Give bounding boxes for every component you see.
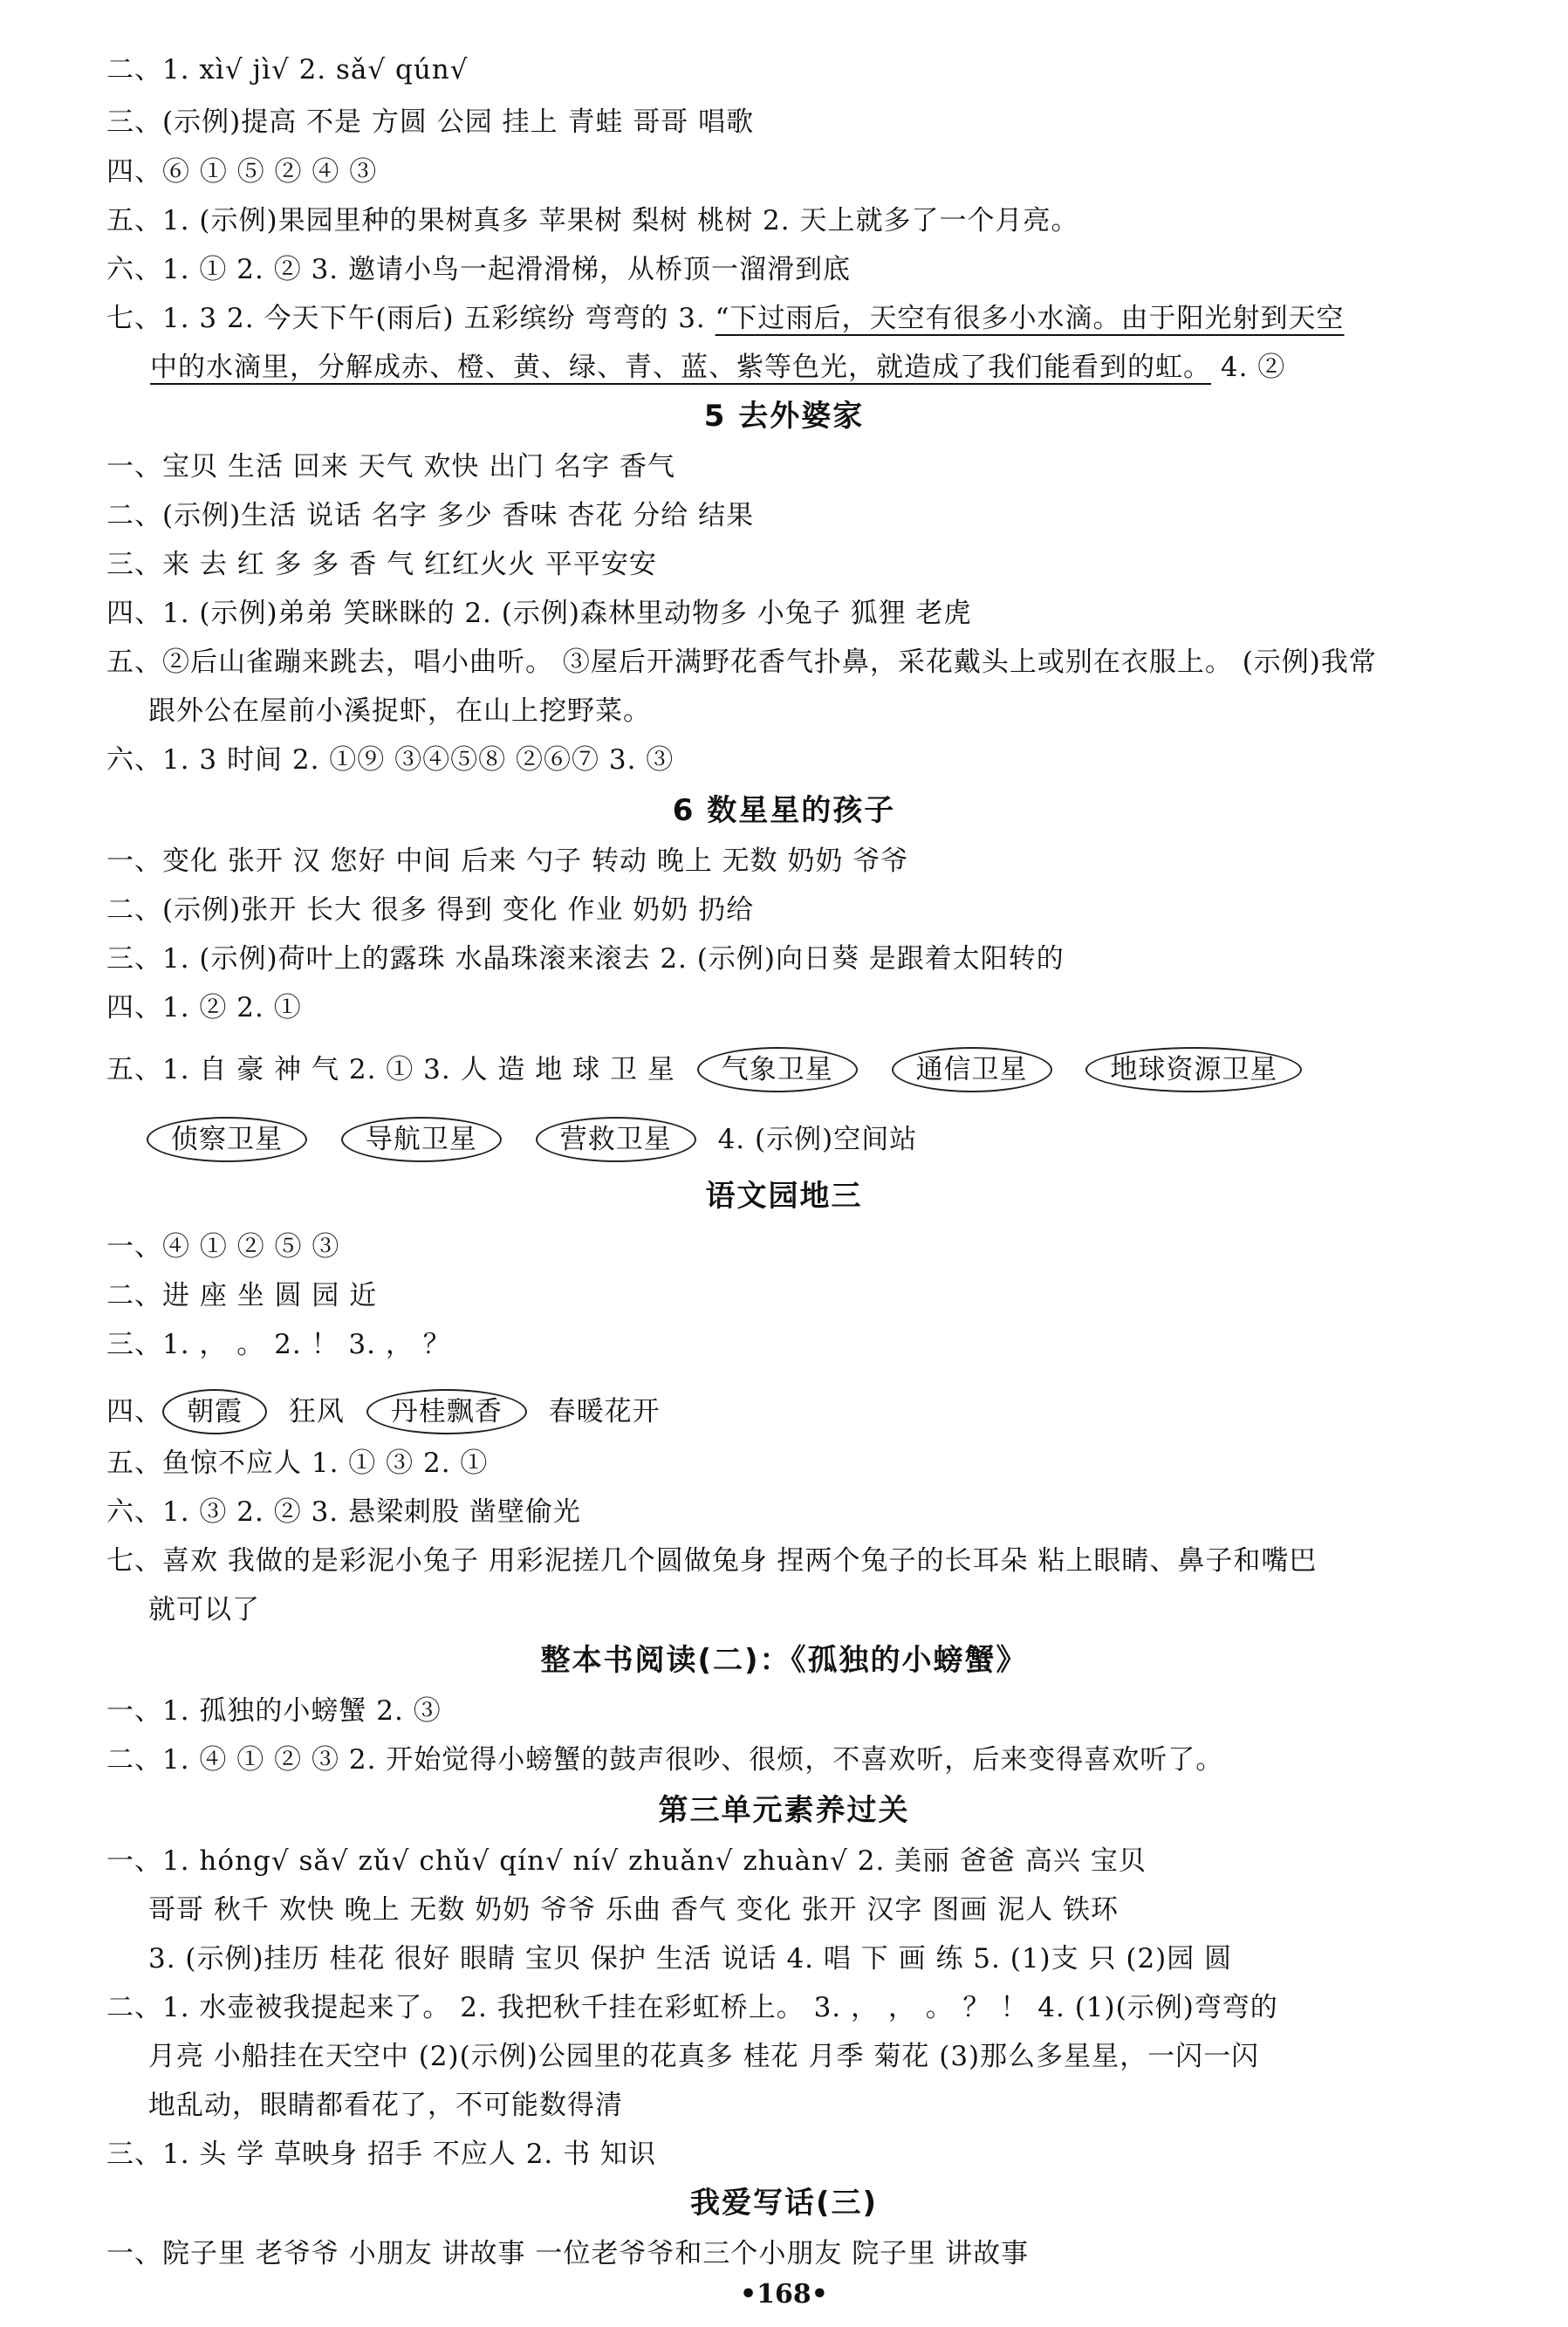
underlined-answer: “下过雨后，天空有很多小水滴。由于阳光射到天空 (715, 303, 1345, 334)
answer-text: 春暖花开 (548, 1396, 661, 1427)
answer-line: 一、变化 张开 汉 您好 中间 后来 勺子 转动 晚上 无数 奶奶 爷爷 (106, 845, 909, 877)
answer-line (106, 1389, 1520, 1434)
answer-line: 3. (示例)挂历 桂花 很好 眼睛 宝贝 保护 生活 说话 4. 唱 下 画 练 5. (1)支 只 (2)园 圆 (148, 1943, 1233, 1975)
answer-line (106, 297, 1520, 340)
answer-line: 三、(示例)提高 不是 方圆 公园 挂上 青蛙 哥哥 唱歌 (106, 106, 755, 138)
section-heading: 6 数星星的孩子 (672, 793, 896, 828)
answer-line: 二、1. 水壶被我提起来了。 2. 我把秋千挂在彩虹桥上。 3. ， ， 。 ？ ！ 4. (1)(示例)弯弯的 (106, 1992, 1278, 2023)
answer-line: 二、1. ④ ① ② ③ 2. 开始觉得小螃蟹的鼓声很吵、很烦，不喜欢听，后来变得喜欢听了。 (106, 1744, 1224, 1776)
answer-text: 4. ② (1211, 352, 1286, 383)
section-heading: 第三单元素养过关 (658, 1793, 910, 1828)
circled-answer: 朝霞 (162, 1389, 267, 1434)
circled-answer: 通信卫星 (892, 1047, 1052, 1092)
section-heading: 5 去外婆家 (703, 399, 865, 434)
answer-line: 一、宝贝 生活 回来 天气 欢快 出门 名字 香气 (106, 451, 675, 483)
answer-line: 四、1. (示例)弟弟 笑眯眯的 2. (示例)森林里动物多 小兔子 狐狸 老虎 (106, 598, 972, 629)
answer-line: 五、1. (示例)果园里种的果树真多 苹果树 梨树 桃树 2. 天上就多了一个月亮。 (106, 205, 1079, 236)
page-number: •168• (740, 2279, 828, 2310)
circled-answer: 地球资源卫星 (1085, 1047, 1302, 1092)
answer-line: 三、1. ， 。 2. ！ 3. ， ？ (106, 1329, 451, 1360)
circled-answer: 丹桂飘香 (366, 1389, 527, 1434)
answer-line: 六、1. ① 2. ② 3. 邀请小鸟一起滑滑梯，从桥顶一溜滑到底 (106, 254, 851, 285)
answer-line: 一、1. hóng√ sǎ√ zǔ√ chǔ√ qín√ ní√ zhuǎn√ zhuàn√ 2. 美丽 爸爸 高兴 宝贝 (106, 1845, 1147, 1877)
circled-answer: 气象卫星 (697, 1047, 858, 1092)
circled-answer: 侦察卫星 (147, 1117, 307, 1162)
answer-line: 四、⑥ ① ⑤ ② ④ ③ (106, 156, 378, 188)
answer-text: 五、1. 自 豪 神 气 2. ① 3. 人 造 地 球 卫 星 (106, 1054, 675, 1085)
answer-line (106, 1047, 1520, 1092)
answer-line: 一、④ ① ② ⑤ ③ (106, 1231, 340, 1263)
answer-line: 二、进 座 坐 圆 园 近 (106, 1280, 378, 1311)
answer-line: 一、1. 孤独的小螃蟹 2. ③ (106, 1695, 442, 1727)
answer-text: 4. (示例)空间站 (717, 1124, 918, 1155)
answer-line: 地乱动，眼睛都看花了，不可能数得清 (148, 2090, 623, 2121)
answer-line: 三、1. (示例)荷叶上的露珠 水晶珠滚来滚去 2. (示例)向日葵 是跟着太阳转的 (106, 943, 1065, 975)
section-heading: 我爱写话(三) (689, 2186, 879, 2221)
answer-line: 一、院子里 老爷爷 小朋友 讲故事 一位老爷爷和三个小朋友 院子里 讲故事 (106, 2238, 1030, 2269)
answer-line: 五、鱼惊不应人 1. ① ③ 2. ① (106, 1448, 489, 1479)
answer-line: 四、1. ② 2. ① (106, 992, 302, 1023)
answer-line: 二、(示例)生活 说话 名字 多少 香味 杏花 分给 结果 (106, 500, 755, 531)
circled-answer: 导航卫星 (341, 1117, 502, 1162)
underlined-answer: 中的水滴里，分解成赤、橙、黄、绿、青、蓝、紫等色光，就造成了我们能看到的虹。 (150, 352, 1211, 383)
circled-answer: 营救卫星 (536, 1117, 696, 1162)
answer-text: 狂风 (288, 1396, 345, 1427)
answer-line: 六、1. ③ 2. ② 3. 悬梁刺股 凿壁偷光 (106, 1496, 581, 1528)
answer-line: 五、②后山雀蹦来跳去，唱小曲听。 ③屋后开满野花香气扑鼻，采花戴头上或别在衣服上。 (示例)我常 (106, 647, 1377, 678)
answer-line: 六、1. 3 时间 2. ①⑨ ③④⑤⑧ ②⑥⑦ 3. ③ (106, 744, 674, 776)
answer-line (150, 346, 1564, 389)
answer-line: 就可以了 (148, 1594, 260, 1625)
answer-line: 跟外公在屋前小溪捉虾，在山上挖野菜。 (148, 695, 651, 727)
answer-text: 七、1. 3 2. 今天下午(雨后) 五彩缤纷 弯弯的 3. (106, 303, 716, 334)
answer-text: 四、 (106, 1396, 162, 1427)
answer-line (147, 1117, 1560, 1162)
answer-line: 三、来 去 红 多 多 香 气 红红火火 平平安安 (106, 549, 657, 580)
answer-line: 二、1. xì√ jì√ 2. sǎ√ qún√ (106, 54, 469, 86)
answer-line: 七、喜欢 我做的是彩泥小兔子 用彩泥搓几个圆做兔身 捏两个兔子的长耳朵 粘上眼睛、鼻子和嘴巴 (106, 1545, 1318, 1577)
answer-line: 月亮 小船挂在天空中 (2)(示例)公园里的花真多 桂花 月季 菊花 (3)那么多星星，一闪一闪 (148, 2041, 1260, 2072)
section-heading: 整本书阅读(二)：《孤独的小螃蟹》 (540, 1643, 1028, 1678)
answer-line: 三、1. 头 学 草映身 招手 不应人 2. 书 知识 (106, 2139, 656, 2170)
answer-line: 哥哥 秋千 欢快 晚上 无数 奶奶 爷爷 乐曲 香气 变化 张开 汉字 图画 泥人 铁环 (148, 1894, 1119, 1926)
answer-line: 二、(示例)张开 长大 很多 得到 变化 作业 奶奶 扔给 (106, 894, 755, 926)
section-heading: 语文园地三 (705, 1179, 863, 1214)
